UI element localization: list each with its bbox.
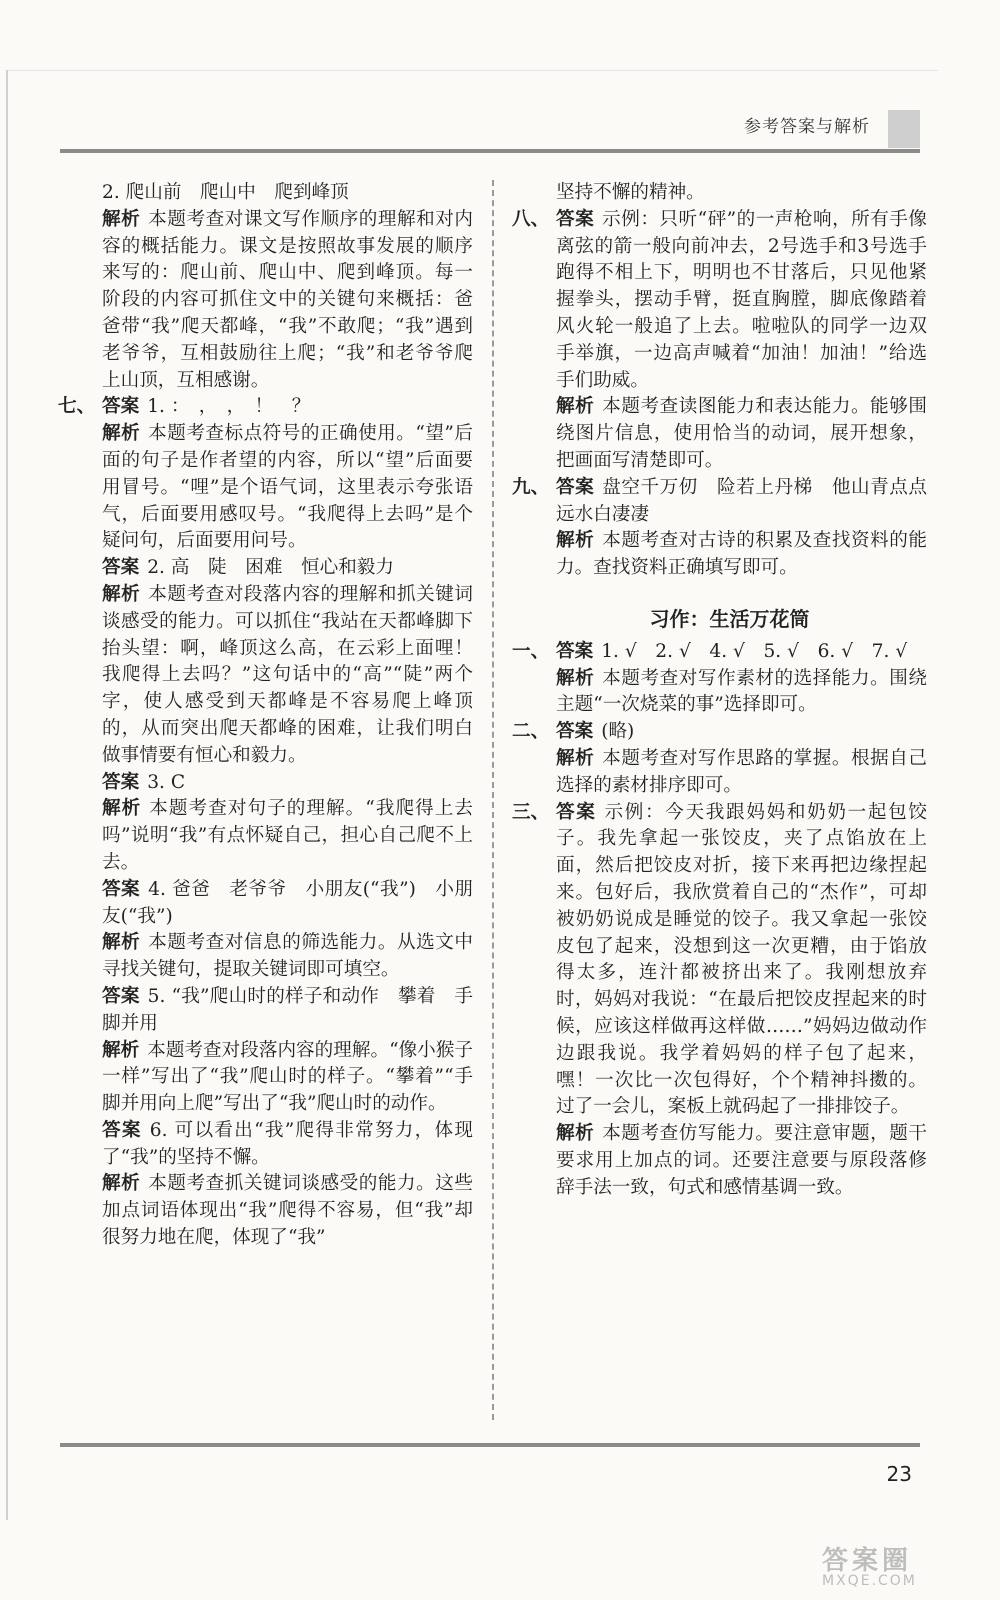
answer-item [58,582,473,770]
answer-item [512,746,927,800]
answer-text [102,421,473,555]
answer-label: 答案 [556,801,597,823]
answer-item [58,796,473,876]
answer-body: 本题考查抓关键词谈感受的能力。这些加点词语体现出“我”爬得不容易，但“我”却很努力地在爬，体现了“我” [102,1173,473,1249]
answer-text [102,930,473,984]
answer-text [556,180,927,207]
answer-item [58,1038,473,1118]
answer-body: 1. √ 2. √ 4. √ 5. √ 6. √ 7. √ [601,640,908,662]
right-column-part-2 [512,639,927,1202]
analysis-label: 解析 [556,667,595,689]
analysis-label: 解析 [102,208,141,230]
answer-body: 本题考查对信息的筛选能力。从选文中寻找关键句，提取关键词即可填空。 [102,932,473,981]
answer-text [102,207,473,395]
question-number: 三、 [512,801,550,823]
answer-label: 答案 [556,208,595,230]
answer-text [556,475,946,529]
answer-text [102,796,473,876]
right-column [512,180,946,1201]
header-tab-block [888,110,920,148]
answer-body: (略) [601,721,635,743]
analysis-label: 解析 [556,1123,595,1145]
answer-text [556,719,927,746]
answer-text [556,666,927,720]
analysis-label: 解析 [102,798,142,820]
answer-body: 盘空千万仞 险若上丹梯 他山青点点 远水白凄凄 [556,476,946,525]
answer-body: 本题考查对写作素材的选择能力。围绕主题“一次烧菜的事”选择即可。 [556,667,927,716]
answer-text [102,877,473,931]
answer-label: 答案 [556,721,594,743]
answer-body: 本题考查对古诗的积累及查找资料的能力。查找资料正确填写即可。 [556,530,927,579]
analysis-label: 解析 [102,932,141,954]
answer-label: 答案 [102,985,140,1007]
answer-body: 本题考查仿写能力。要注意审题，题干要求用上加点的词。还要注意要与原段落修辞手法一致，句式和感情基调一致。 [556,1123,927,1198]
answer-item [512,475,946,529]
answer-item [512,639,927,666]
answer-item [58,555,473,582]
right-column-part-1 [512,180,946,582]
answer-text [556,207,927,395]
answer-body: 本题考查对写作思路的掌握。根据自己选择的素材排序即可。 [556,747,927,796]
page-number: 23 [886,1462,912,1486]
answer-label: 答案 [102,1119,142,1141]
answer-item [512,180,927,207]
answer-body: 本题考查读图能力和表达能力。能够围绕图片信息，使用恰当的动词，展开想象，把画面写清楚即可。 [556,396,927,471]
answer-item [58,1118,473,1172]
answer-text [102,1118,473,1172]
answer-item [512,394,927,474]
question-number: 二、 [512,721,550,743]
answer-item [58,877,473,931]
answer-text [102,1038,473,1118]
answer-item [58,394,473,421]
answer-text [556,639,927,666]
answer-body: 本题考查对句子的理解。“我爬得上去吗”说明“我”有点怀疑自己，担心自己爬不上去。 [102,798,473,873]
answer-body: 本题考查对段落内容的理解和抓关键词谈感受的能力。可以抓住“我站在天都峰脚下抬头望：啊，峰顶这么高，在云彩上面哩！我爬得上去吗？”这句话中的“高”“陡”两个字，使人感受到天都峰是不容易爬上峰顶的，从而突出爬天都峰的困难，让我们明白做事情要有恒心和毅力。 [102,583,473,766]
answer-text [102,180,473,207]
answer-text [102,394,473,421]
answer-label: 答案 [102,771,140,793]
answer-item [512,207,927,395]
analysis-label: 解析 [102,583,141,605]
answer-body: 示例：今天我跟妈妈和奶奶一起包饺子。我先拿起一张饺皮，夹了点馅放在上面，然后把饺皮对折，接下来再把边缘捏起来。包好后，我欣赏着自己的“杰作”，可却被奶奶说成是睡觉的饺子。我又拿起一张饺皮包了起来，没想到这一次更糟，由于馅放得太多，连汁都被挤出来了。我刚想放弃时，妈妈对我说：“在最后把饺皮捏起来的时候，应该这样做再这样做……”妈妈边做动作边跟我说。我学着妈妈的样子包了起来，嘿！一次比一次包得好，个个精神抖擞的。过了一会儿，案板上就码起了一排排饺子。 [556,801,927,1118]
answer-item [58,207,473,395]
watermark-en: MXQE.COM [822,1573,917,1589]
answer-item [512,719,927,746]
answer-item [58,930,473,984]
answer-body: 坚持不懈的精神。 [556,182,705,203]
answer-body: 本题考查对课文写作顺序的理解和对内容的概括能力。课文是按照故事发展的顺序来写的：爬山前、爬山中、爬到峰顶。每一阶段的内容可抓住文中的关键句来概括：爸爸带“我”爬天都峰，“我”不敢爬；“我”遇到老爷爷，互相鼓励往上爬；“我”和老爷爷爬上山顶，互相感谢。 [102,208,473,391]
answer-text [102,770,473,797]
analysis-label: 解析 [556,396,595,418]
column-divider [492,180,494,1420]
answer-item [58,770,473,797]
answer-label: 答案 [102,878,141,900]
answer-text [102,582,473,770]
answer-item [512,666,927,720]
answer-item [512,1121,927,1201]
answer-item [58,421,473,555]
answer-item [512,528,927,582]
question-number: 一、 [512,640,550,662]
analysis-label: 解析 [556,747,595,769]
answer-text [556,800,927,1122]
answer-text [102,1171,473,1251]
answer-body: 2. 爬山前 爬山中 爬到峰顶 [102,182,349,203]
footer-rule [60,1443,920,1447]
left-column [58,180,473,1252]
page-top-edge [8,70,938,71]
analysis-label: 解析 [102,1173,141,1195]
answer-text [556,394,927,474]
answer-body: 本题考查对段落内容的理解。“像小猴子一样”写出了“我”爬山时的样子。“攀着”“手脚并用向上爬”写出了“我”爬山时的动作。 [102,1039,473,1115]
watermark-logo [822,1540,972,1590]
header-title: 参考答案与解析 [744,117,870,137]
answer-item [58,984,473,1038]
answer-item [58,1171,473,1251]
question-number: 八、 [512,208,550,230]
answer-body: 3. C [147,771,186,793]
analysis-label: 解析 [102,1039,140,1061]
answer-body: 1. ： ， ， ！ ？ [147,396,311,418]
answer-text [102,555,473,582]
answer-label: 答案 [556,476,595,498]
watermark-cn: 答案圈 [822,1546,913,1576]
section-title: 习作：生活万花筒 [649,606,810,631]
answer-body: 5. “我”爬山时的样子和动作 攀着 手脚并用 [102,985,473,1034]
answer-body: 4. 爸爸 老爷爷 小朋友(“我”) 小朋友(“我”) [102,878,473,927]
answer-text [556,746,927,800]
answer-item [58,180,473,207]
answer-text [102,984,473,1038]
answer-body: 本题考查标点符号的正确使用。“望”后面的句子是作者望的内容，所以“望”后面要用冒号。“哩”是个语气词，这里表示夸张语气，后面要用感叹号。“我爬得上去吗”是个疑问句，后面要用问号。 [102,423,473,552]
answer-label: 答案 [102,396,140,418]
answer-item [512,800,927,1122]
question-number: 七、 [58,396,96,418]
page-left-edge [6,70,8,1520]
question-number: 九、 [512,476,550,498]
answer-label: 答案 [102,557,140,579]
header-rule [60,149,920,153]
answer-text [556,528,927,582]
answer-text [556,1121,927,1201]
analysis-label: 解析 [102,423,141,445]
answer-body: 6. 可以看出“我”爬得非常努力，体现了“我”的坚持不懈。 [102,1119,473,1168]
answer-body: 示例：只听“砰”的一声枪响，所有手像离弦的箭一般向前冲去，2号选手和3号选手跑得不相上下，明明也不甘落后，只见他紧握拳头，摆动手臂，挺直胸膛，脚底像踏着风火轮一般追了上去。啦啦队的同学一边双手举旗，一边高声喊着“加油！加油！”给选手们助威。 [556,208,927,391]
answer-body: 2. 高 陡 困难 恒心和毅力 [147,557,394,579]
analysis-label: 解析 [556,530,595,552]
answer-label: 答案 [556,640,594,662]
